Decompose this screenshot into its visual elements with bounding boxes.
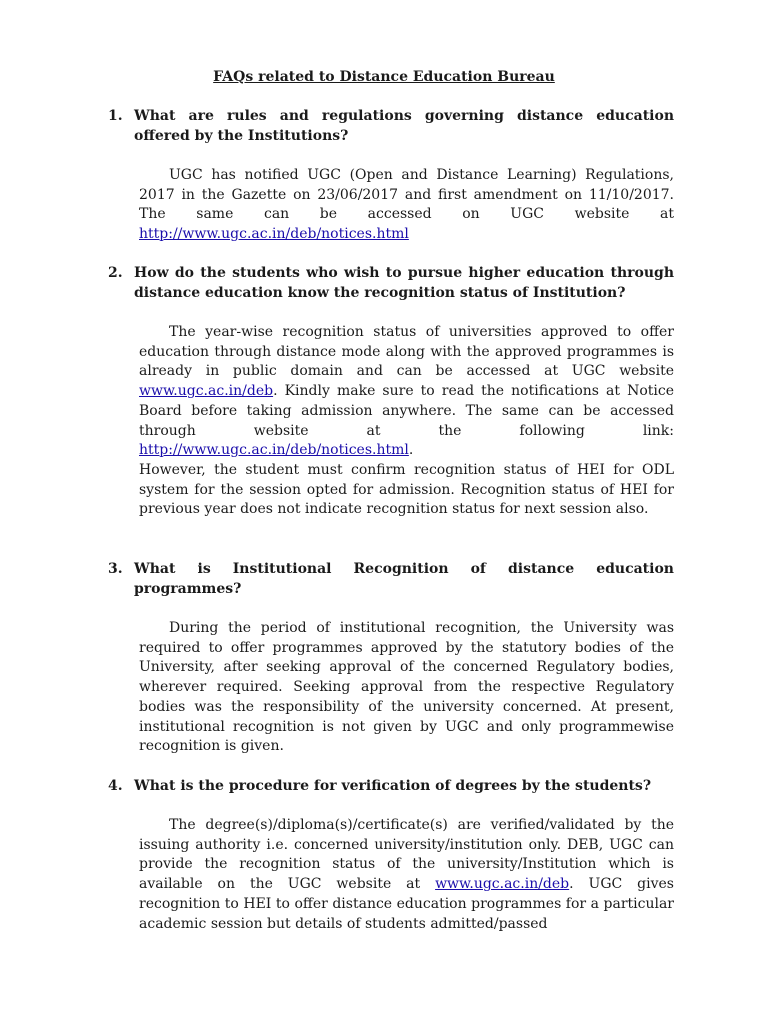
notices-link[interactable]: http://www.ugc.ac.in/deb/notices.html [139,226,409,243]
answer-text: . UGC gives recognition to HEI to offer distance education programmes for a particular academic session but details of students admitted/passed [139,876,674,932]
faq-number: 4. [108,778,123,794]
faq-question-2 [108,264,674,303]
answer-text: During the period of institutional recognition, the University was required to offer programmes approved by the statutory bodies of the University, after seeking approval of the concerned Regulatory bodies, wherever required. Seeking approval from the respective Regulatory bodies was the responsibility of the university concerned. At present, institutional recognition is not given by UGC and only programmewise recognition is given. [139,620,674,755]
faq-number: 3. [108,561,123,577]
page-title: FAQs related to Distance Education Bureau [213,69,555,85]
faq-question-text: How do the students who wish to pursue higher education through distance education know the recognition status of Institution? [134,265,674,301]
faq-answer-4 [139,816,674,934]
deb-link[interactable]: www.ugc.ac.in/deb [435,876,570,893]
faq-answer-3 [139,619,674,757]
faq-question-text: What is the procedure for verification of degrees by the students? [134,778,652,794]
answer-text: However, the student must confirm recognition status of HEI for ODL system for the session opted for admission. Recognition status of HEI for previous year does not indicate recognition status for next session also. [139,461,674,518]
answer-text: The degree(s)/diploma(s)/certificate(s) are verified/validated by the issuing authority i.e. concerned university/institution only. DEB, UGC can provide the recognition status of the university/Institution which is available on the UGC website at [139,817,674,893]
answer-text: The year-wise recognition status of universities approved to offer education through distance mode along with the approved programmes is already in public domain and can be accessed at UGC website [139,324,674,380]
faq-number: 2. [108,265,123,281]
faq-question-text: What are rules and regulations governing distance education offered by the Institutions? [134,108,674,144]
answer-text: . Kindly make sure to read the notifications at Notice Board before taking admission anywhere. The same can be accessed through website at the following link: [139,383,674,439]
faq-answer-2 [139,323,674,520]
faq-answer-1 [139,166,674,245]
deb-link[interactable]: www.ugc.ac.in/deb [139,383,274,400]
faq-question-4 [108,777,674,797]
faq-question-1 [108,107,674,146]
faq-question-text: What is Institutional Recognition of distance education programmes? [134,561,674,597]
faq-question-3 [108,560,674,599]
faq-number: 1. [108,108,123,124]
answer-text: . [408,442,414,459]
answer-text: UGC has notified UGC (Open and Distance Learning) Regulations, 2017 in the Gazette on 23/06/2017 and first amendment on 11/10/2017. The same can be accessed on UGC website at [139,167,674,223]
notices-link[interactable]: http://www.ugc.ac.in/deb/notices.html [139,442,409,459]
